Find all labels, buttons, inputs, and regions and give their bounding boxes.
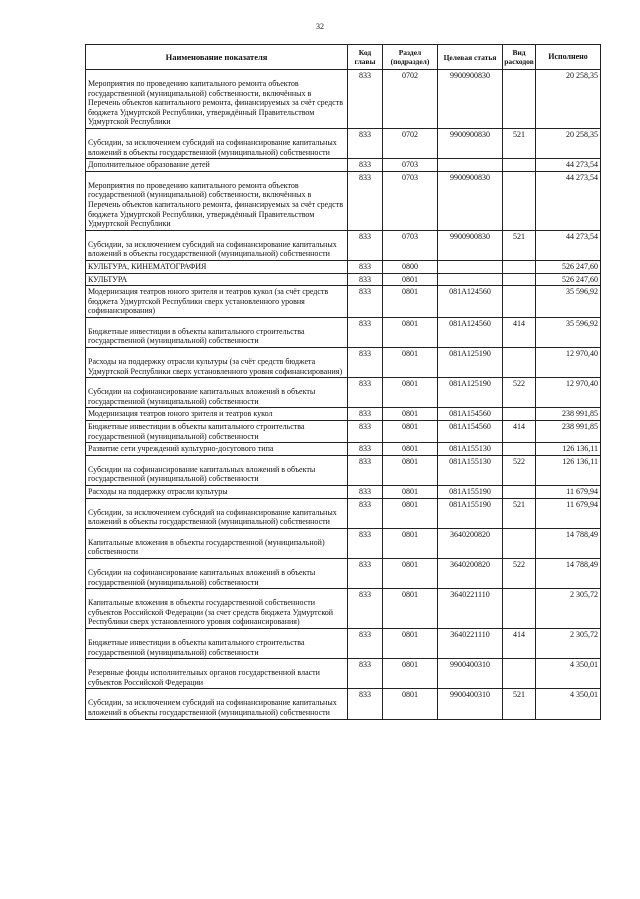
cell-target: 9900900830: [438, 230, 503, 260]
cell-type: 522: [503, 378, 536, 408]
cell-code: 833: [348, 528, 383, 558]
table-row: [86, 443, 601, 456]
cell-code: 833: [348, 455, 383, 485]
cell-executed: 126 136,11: [536, 455, 601, 485]
cell-target: 081A154560: [438, 408, 503, 421]
cell-executed: 20 258,35: [536, 70, 601, 129]
cell-target: [438, 260, 503, 273]
cell-name: Бюджетные инвестиции в объекты капитального строительства государственной (муниципальной) собственности: [86, 421, 348, 443]
cell-executed: 12 970,40: [536, 378, 601, 408]
cell-code: 833: [348, 421, 383, 443]
cell-code: 833: [348, 589, 383, 629]
cell-section: 0801: [383, 378, 438, 408]
cell-section: 0703: [383, 171, 438, 230]
cell-code: 833: [348, 408, 383, 421]
header-name: Наименование показателя: [86, 45, 348, 70]
cell-section: 0801: [383, 628, 438, 658]
cell-executed: 526 247,60: [536, 260, 601, 273]
cell-section: 0801: [383, 486, 438, 499]
table-row: [86, 486, 601, 499]
cell-target: 081A125190: [438, 348, 503, 378]
cell-name: Мероприятия по проведению капитального ремонта объектов государственной (муниципальной) собственности, включённых в Перечень объектов капитального ремонта, финансируемых за счёт средств бюджета Удмуртской Республики, утверждённый Правительством Удмуртской Республики: [86, 70, 348, 129]
cell-name: Бюджетные инвестиции в объекты капитального строительства государственной (муниципальной) собственности: [86, 628, 348, 658]
table-row: [86, 286, 601, 318]
cell-executed: 44 273,54: [536, 230, 601, 260]
cell-code: 833: [348, 659, 383, 689]
header-executed: Исполнено: [536, 45, 601, 70]
table-row: [86, 70, 601, 129]
cell-name: Бюджетные инвестиции в объекты капитального строительства государственной (муниципальной) собственности: [86, 317, 348, 347]
cell-type: 521: [503, 128, 536, 158]
cell-code: 833: [348, 486, 383, 499]
cell-type: [503, 171, 536, 230]
cell-name: Капитальные вложения в объекты государственной (муниципальной) собственности: [86, 528, 348, 558]
cell-code: 833: [348, 273, 383, 286]
cell-type: 521: [503, 498, 536, 528]
cell-code: 833: [348, 628, 383, 658]
cell-type: [503, 528, 536, 558]
cell-code: 833: [348, 498, 383, 528]
cell-name: Капитальные вложения в объекты государственной собственности субъектов Российской Федерации (за счет средств бюджета Удмуртской Республики сверх установленного уровня софинансирования): [86, 589, 348, 629]
table-row: [86, 628, 601, 658]
cell-target: 081A124560: [438, 286, 503, 318]
cell-target: 081A154560: [438, 421, 503, 443]
cell-code: 833: [348, 348, 383, 378]
cell-executed: 238 991,85: [536, 421, 601, 443]
header-section: Раздел (подраздел): [383, 45, 438, 70]
cell-section: 0801: [383, 659, 438, 689]
cell-type: 414: [503, 628, 536, 658]
cell-code: 833: [348, 378, 383, 408]
cell-executed: 14 788,49: [536, 528, 601, 558]
cell-target: 9900400310: [438, 689, 503, 719]
cell-type: [503, 589, 536, 629]
cell-section: 0702: [383, 70, 438, 129]
cell-type: [503, 348, 536, 378]
cell-type: 414: [503, 317, 536, 347]
cell-executed: 12 970,40: [536, 348, 601, 378]
cell-type: 522: [503, 558, 536, 588]
cell-section: 0801: [383, 286, 438, 318]
cell-section: 0703: [383, 230, 438, 260]
cell-executed: 2 305,72: [536, 589, 601, 629]
cell-type: 521: [503, 689, 536, 719]
cell-target: 9900900830: [438, 128, 503, 158]
cell-section: 0801: [383, 421, 438, 443]
cell-name: Субсидии на софинансирование капитальных вложений в объекты государственной (муниципальной) собственности: [86, 558, 348, 588]
cell-section: 0801: [383, 408, 438, 421]
cell-name: Субсидии на софинансирование капитальных вложений в объекты государственной (муниципальной) собственности: [86, 378, 348, 408]
cell-target: 3640221110: [438, 628, 503, 658]
table-row: [86, 659, 601, 689]
cell-type: [503, 659, 536, 689]
header-target: Целевая статья: [438, 45, 503, 70]
cell-target: 3640200820: [438, 558, 503, 588]
table-row: [86, 273, 601, 286]
cell-executed: 126 136,11: [536, 443, 601, 456]
table-row: [86, 589, 601, 629]
cell-code: 833: [348, 558, 383, 588]
table-row: [86, 260, 601, 273]
cell-name: Субсидии, за исключением субсидий на софинансирование капитальных вложений в объекты государственной (муниципальной) собственности: [86, 230, 348, 260]
cell-name: КУЛЬТУРА: [86, 273, 348, 286]
cell-name: Дополнительное образование детей: [86, 159, 348, 172]
table-row: [86, 558, 601, 588]
cell-section: 0801: [383, 498, 438, 528]
cell-type: [503, 443, 536, 456]
cell-name: Субсидии на софинансирование капитальных вложений в объекты государственной (муниципальной) собственности: [86, 455, 348, 485]
cell-section: 0801: [383, 455, 438, 485]
cell-section: 0801: [383, 589, 438, 629]
cell-executed: 4 350,01: [536, 689, 601, 719]
table-row: [86, 408, 601, 421]
cell-type: [503, 260, 536, 273]
cell-type: [503, 408, 536, 421]
table-row: [86, 528, 601, 558]
cell-target: 081A155190: [438, 498, 503, 528]
cell-target: 3640200820: [438, 528, 503, 558]
cell-executed: 14 788,49: [536, 558, 601, 588]
cell-name: Резервные фонды исполнительных органов государственной власти субъектов Российской Федерации: [86, 659, 348, 689]
table-row: [86, 689, 601, 719]
cell-code: 833: [348, 230, 383, 260]
cell-section: 0801: [383, 443, 438, 456]
cell-section: 0801: [383, 528, 438, 558]
cell-target: 9900400310: [438, 659, 503, 689]
cell-executed: 11 679,94: [536, 486, 601, 499]
cell-code: 833: [348, 286, 383, 318]
budget-execution-table: [85, 44, 601, 720]
table-row: [86, 421, 601, 443]
cell-section: 0703: [383, 159, 438, 172]
cell-name: Субсидии, за исключением субсидий на софинансирование капитальных вложений в объекты государственной (муниципальной) собственности: [86, 498, 348, 528]
cell-section: 0702: [383, 128, 438, 158]
table-row: [86, 159, 601, 172]
cell-code: 833: [348, 159, 383, 172]
cell-code: 833: [348, 128, 383, 158]
cell-type: 522: [503, 455, 536, 485]
cell-section: 0801: [383, 558, 438, 588]
cell-target: 081A155130: [438, 443, 503, 456]
cell-type: 521: [503, 230, 536, 260]
cell-target: 3640221110: [438, 589, 503, 629]
cell-name: Субсидии, за исключением субсидий на софинансирование капитальных вложений в объекты государственной (муниципальной) собственности: [86, 689, 348, 719]
cell-code: 833: [348, 260, 383, 273]
table-row: [86, 171, 601, 230]
cell-name: Развитие сети учреждений культурно-досугового типа: [86, 443, 348, 456]
cell-code: 833: [348, 70, 383, 129]
cell-name: Расходы на поддержку отрасли культуры (за счёт средств бюджета Удмуртской Республики сверх установленного уровня софинансирования): [86, 348, 348, 378]
header-code: Код главы: [348, 45, 383, 70]
cell-code: 833: [348, 689, 383, 719]
cell-target: [438, 159, 503, 172]
cell-executed: 2 305,72: [536, 628, 601, 658]
page-number: 32: [316, 22, 324, 31]
cell-target: 081A124560: [438, 317, 503, 347]
cell-type: [503, 273, 536, 286]
cell-name: Субсидии, за исключением субсидий на софинансирование капитальных вложений в объекты государственной (муниципальной) собственности: [86, 128, 348, 158]
cell-name: Расходы на поддержку отрасли культуры: [86, 486, 348, 499]
table-row: [86, 378, 601, 408]
cell-section: 0800: [383, 260, 438, 273]
cell-target: 081A155190: [438, 486, 503, 499]
cell-executed: 35 596,92: [536, 317, 601, 347]
cell-type: 414: [503, 421, 536, 443]
cell-section: 0801: [383, 273, 438, 286]
cell-target: 9900900830: [438, 70, 503, 129]
cell-type: [503, 159, 536, 172]
cell-code: 833: [348, 317, 383, 347]
cell-target: [438, 273, 503, 286]
cell-executed: 44 273,54: [536, 171, 601, 230]
cell-executed: 526 247,60: [536, 273, 601, 286]
cell-type: [503, 286, 536, 318]
cell-target: 081A155130: [438, 455, 503, 485]
header-type: Вид расходов: [503, 45, 536, 70]
cell-name: Мероприятия по проведению капитального ремонта объектов государственной (муниципальной) собственности, включённых в Перечень объектов капитального ремонта, финансируемых за счёт средств бюджета Удмуртской Республики, утверждённый Правительством Удмуртской Республики: [86, 171, 348, 230]
cell-target: 081A125190: [438, 378, 503, 408]
cell-section: 0801: [383, 689, 438, 719]
table-row: [86, 348, 601, 378]
cell-section: 0801: [383, 317, 438, 347]
table-row: [86, 128, 601, 158]
cell-executed: 4 350,01: [536, 659, 601, 689]
table-header-row: [86, 45, 601, 70]
table-row: [86, 317, 601, 347]
cell-name: КУЛЬТУРА, КИНЕМАТОГРАФИЯ: [86, 260, 348, 273]
cell-type: [503, 70, 536, 129]
table-row: [86, 230, 601, 260]
table-row: [86, 498, 601, 528]
cell-executed: 11 679,94: [536, 498, 601, 528]
cell-target: 9900900830: [438, 171, 503, 230]
table-row: [86, 455, 601, 485]
cell-type: [503, 486, 536, 499]
cell-executed: 20 258,35: [536, 128, 601, 158]
cell-executed: 44 273,54: [536, 159, 601, 172]
cell-code: 833: [348, 443, 383, 456]
cell-section: 0801: [383, 348, 438, 378]
cell-name: Модернизация театров юного зрителя и театров кукол: [86, 408, 348, 421]
cell-name: Модернизация театров юного зрителя и театров кукол (за счёт средств бюджета Удмуртской Республики сверх установленного уровня софинансирования): [86, 286, 348, 318]
cell-code: 833: [348, 171, 383, 230]
cell-executed: 35 596,92: [536, 286, 601, 318]
cell-executed: 238 991,85: [536, 408, 601, 421]
